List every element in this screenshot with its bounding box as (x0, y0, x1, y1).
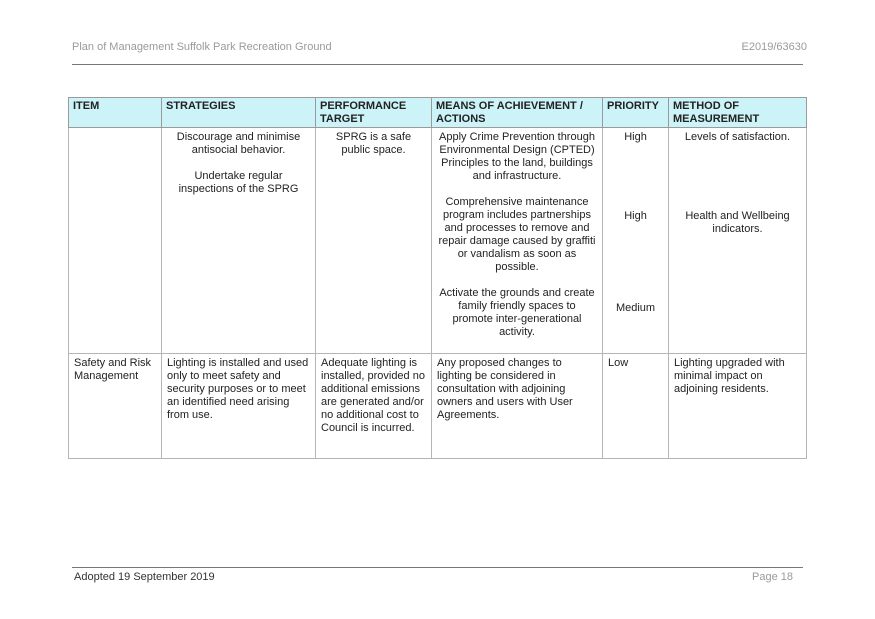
table-row (69, 128, 807, 354)
strategies-cell: Lighting is installed and used only to meet safety and security purposes or to meet an identified need arising from use. (162, 354, 316, 459)
measurement-text: Health and Wellbeing indicators. (685, 210, 790, 235)
item-cell: Safety and Risk Management (69, 354, 162, 459)
column-header-means-of-achievement: MEANS OF ACHIEVEMENT / ACTIONS (432, 98, 603, 128)
header-reference: E2019/63630 (741, 41, 807, 53)
strategies-cell (162, 128, 316, 354)
performance-target-cell: Adequate lighting is installed, provided no additional emissions are generated and/or no additional cost to Council is incurred. (316, 354, 432, 459)
management-table (68, 97, 807, 459)
action-text: Comprehensive maintenance program includes partnerships and processes to remove and repair damage caused by graffiti or vandalism as soon as possible. (438, 196, 596, 273)
header-divider (72, 64, 803, 65)
actions-cell: Any proposed changes to lighting be considered in consultation with adjoining owners and users with User Agreements. (432, 354, 603, 459)
table-header-row (69, 98, 807, 128)
priority-cell (603, 128, 669, 354)
item-cell (69, 128, 162, 354)
strategy-text: Undertake regular inspections of the SPRG (178, 170, 299, 195)
footer-divider (72, 567, 803, 568)
priority-cell: Low (603, 354, 669, 459)
column-header-performance-target: PERFORMANCE TARGET (316, 98, 432, 128)
action-text: Activate the grounds and create family friendly spaces to promote inter-generational activity. (439, 287, 595, 338)
column-header-strategies: STRATEGIES (162, 98, 316, 128)
measurement-cell: Lighting upgraded with minimal impact on adjoining residents. (669, 354, 807, 459)
table-row (69, 354, 807, 459)
strategy-text: Discourage and minimise antisocial behavior. (176, 131, 301, 156)
header-title: Plan of Management Suffolk Park Recreation Ground (72, 41, 332, 53)
measurement-text: Levels of satisfaction. (684, 131, 791, 143)
action-text: Apply Crime Prevention through Environmental Design (CPTED) Principles to the land, buildings and infrastructure. (439, 131, 595, 182)
footer-adopted-date: Adopted 19 September 2019 (74, 571, 215, 583)
measurement-cell (669, 128, 807, 354)
column-header-method-of-measurement: METHOD OF MEASUREMENT (669, 98, 807, 128)
priority-text: High (624, 131, 647, 143)
column-header-item: ITEM (69, 98, 162, 128)
column-header-priority: PRIORITY (603, 98, 669, 128)
performance-target-cell: SPRG is a safe public space. (316, 128, 432, 354)
priority-text: Medium (615, 302, 656, 314)
priority-text: High (624, 210, 647, 222)
actions-cell (432, 128, 603, 354)
footer-page-number: Page 18 (752, 571, 793, 583)
